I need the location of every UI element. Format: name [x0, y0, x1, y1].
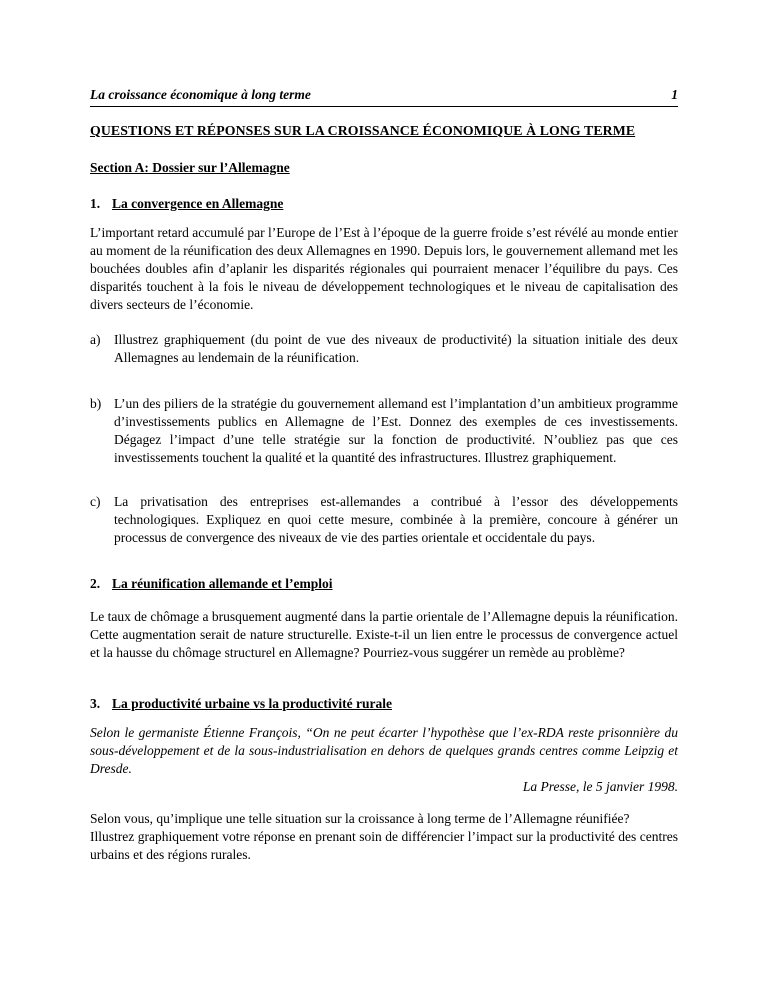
item-c-text: La privatisation des entreprises est-allemandes a contribué à l’essor des développements technologiques. Expliquez en quoi cette mesure, combinée à la première, concoure à générer un processus de convergence des niveaux de vie des parties orientale et occidentale du pays.	[114, 494, 678, 545]
question-1-item-b	[90, 395, 678, 467]
question-2-heading	[90, 575, 678, 593]
question-2-body: Le taux de chômage a brusquement augmenté dans la partie orientale de l’Allemagne depuis la réunification. Cette augmentation serait de nature structurelle. Existe-t-il un lien entre le processus de convergence actuel et la hausse du chômage structurel en Allemagne? Pourriez-vous suggérer un remède au problème?	[90, 609, 678, 660]
quote-source: La Presse, le 5 janvier 1998.	[522, 779, 678, 794]
item-a-text: Illustrez graphiquement (du point de vue des niveaux de productivité) la situation initiale des deux Allemagnes au lendemain de la réunification.	[114, 332, 678, 365]
main-title: QUESTIONS ET RÉPONSES SUR LA CROISSANCE ÉCONOMIQUE À LONG TERME	[90, 123, 636, 138]
question-1-number: 1.	[90, 196, 101, 211]
question-3-quote: Selon le germaniste Étienne François, “On ne peut écarter l’hypothèse que l’ex-RDA reste prisonnière du sous-développement et de la sous-industrialisation en dehors de quelques grands centres comme Leipzig et Dresde.	[90, 725, 678, 776]
question-2-title: La réunification allemande et l’emploi	[112, 576, 333, 591]
item-c-label: c)	[90, 494, 101, 509]
running-title: La croissance économique à long terme	[90, 87, 311, 102]
question-3-heading	[90, 695, 678, 713]
question-1-title: La convergence en Allemagne	[112, 196, 284, 211]
question-3-body-line1: Selon vous, qu’implique une telle situation sur la croissance à long terme de l’Allemagne réunifiée?	[90, 811, 630, 826]
item-b-text: L’un des piliers de la stratégie du gouvernement allemand est l’implantation d’un ambitieux programme d’investissements publics en Allemagne de l’Est. Donnez des exemples de ces investissements. Dégagez l’impact d’une telle stratégie sur la fonction de productivité. N’oubliez pas que ces investissements touchent la qualité et la quantité des infrastructures. Illustrez graphiquement.	[114, 396, 678, 465]
question-3-title: La productivité urbaine vs la productivité rurale	[112, 696, 392, 711]
page-header	[90, 86, 678, 107]
item-b-label: b)	[90, 396, 102, 411]
question-1-item-c	[90, 493, 678, 547]
question-3-number: 3.	[90, 696, 101, 711]
question-3-body-rest: Illustrez graphiquement votre réponse en prenant soin de différencier l’impact sur la productivité des centres urbains et des régions rurales.	[90, 829, 678, 862]
question-1-heading	[90, 195, 678, 213]
question-3-body	[90, 810, 678, 864]
item-a-label: a)	[90, 332, 101, 347]
question-2-number: 2.	[90, 576, 101, 591]
page-number: 1	[671, 87, 678, 102]
question-1-item-a	[90, 331, 678, 367]
question-1-intro: L’important retard accumulé par l’Europe de l’Est à l’époque de la guerre froide s’est révélé au monde entier au moment de la réunification des deux Allemagnes en 1990. Depuis lors, le gouvernement allemand met les bouchées doubles afin d’aplanir les disparités régionales qui pourraient menacer l’équilibre du pays. Ces disparités touchent à la fois le niveau de développement technologiques et le niveau de capitalisation des divers secteurs de l’économie.	[90, 225, 678, 312]
section-a-heading: Section A: Dossier sur l’Allemagne	[90, 160, 290, 175]
